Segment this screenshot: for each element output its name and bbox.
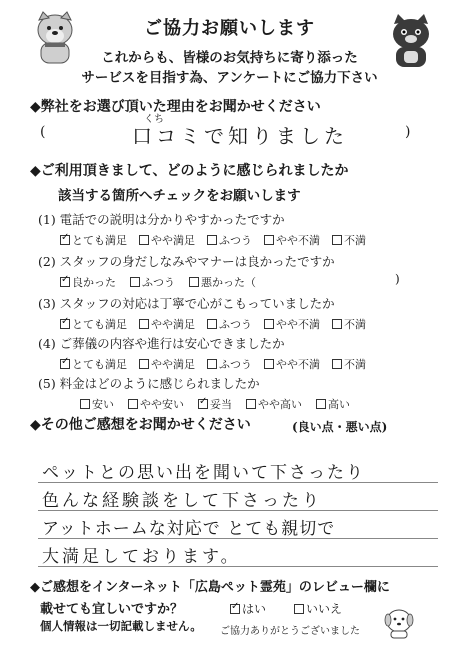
comment-line-3[interactable]: アットホームな対応で とても親切で [42,519,336,539]
q2-option-1[interactable]: ✓ 良かった [60,274,116,290]
q4-option-5[interactable]: 不満 [332,356,366,372]
checked-box-icon[interactable] [60,319,70,329]
checked-box-icon[interactable] [230,604,240,614]
checkbox-icon[interactable] [80,399,90,409]
satisfaction-subheading: 該当する箇所へチェックをお願いします [58,188,301,204]
checked-box-icon[interactable] [60,277,70,287]
permission-no[interactable]: いいえ [294,600,342,617]
q1-option-2[interactable]: やや満足 [139,232,195,248]
comment-line-4[interactable]: 大満足しております。 [42,547,241,567]
checkbox-icon[interactable] [139,359,149,369]
checked-box-icon[interactable] [60,359,70,369]
q1-option-5[interactable]: 不満 [332,232,366,248]
q3-option-2[interactable]: やや満足 [139,316,195,332]
q4-option-3[interactable]: ふつう [207,356,252,372]
checkbox-icon[interactable] [189,277,199,287]
question-3-options [60,316,366,332]
q3-option-5[interactable]: 不満 [332,316,366,332]
q5-option-2[interactable]: やや安い [128,396,184,412]
comments-heading-note: (良い点・悪い点) [292,420,388,434]
satisfaction-heading: ◆ご利用頂きまして、どのように感じられましたか [30,163,349,179]
reason-paren-close: ) [405,124,411,140]
question-3-label: (3) スタッフの対応は丁寧で心がこもっていましたか [38,296,335,311]
checkbox-icon[interactable] [332,359,342,369]
intro-line-1: これからも、皆様のお気持ちに寄り添った [101,50,358,66]
thanks-note: ご協力ありがとうございました [220,626,360,637]
reason-answer-ruby: くち [144,114,164,125]
q2-option-2[interactable]: ふつう [130,274,175,290]
checkbox-icon[interactable] [207,319,217,329]
question-1-label: (1) 電話での説明は分かりやすかったですか [38,212,285,227]
checkbox-icon[interactable] [294,604,304,614]
comment-line-2[interactable]: 色んな経験談をして下さったり [42,491,322,511]
question-4-options [60,356,366,372]
permission-options [230,600,342,617]
reason-heading: ◆弊社をお選び頂いた理由をお聞かせください [30,99,321,115]
q2-option-3[interactable]: 悪かった（ [189,274,256,290]
question-5-label: (5) 料金はどのように感じられましたか [38,376,260,391]
q1-option-4[interactable]: やや不満 [264,232,320,248]
q4-option-1[interactable]: ✓ とても満足 [60,356,127,372]
q3-option-4[interactable]: やや不満 [264,316,320,332]
question-4-label: (4) ご葬儀の内容や進行は安心できましたか [38,336,285,351]
q4-option-4[interactable]: やや不満 [264,356,320,372]
checkbox-icon[interactable] [130,277,140,287]
question-2-options [60,274,256,290]
q5-option-1[interactable]: 安い [80,396,114,412]
q5-option-5[interactable]: 高い [316,396,350,412]
checked-box-icon[interactable] [198,399,208,409]
question-1-options [60,232,366,248]
q5-option-3[interactable]: ✓ 妥当 [198,396,232,412]
permission-question: 載せても宜しいですか？ [40,602,184,617]
q2-close-paren: ) [395,272,400,286]
checkbox-icon[interactable] [207,359,217,369]
checkbox-icon[interactable] [139,319,149,329]
checkbox-icon[interactable] [264,359,274,369]
checkbox-icon[interactable] [207,235,217,245]
checkbox-icon[interactable] [264,235,274,245]
privacy-note: 個人情報は一切記載しません。 [40,619,202,633]
checkbox-icon[interactable] [264,319,274,329]
reason-paren-open: ( [40,124,46,140]
permission-heading: ◆ご感想をインターネット「広島ペット霊苑」のレビュー欄に [30,580,390,595]
checkbox-icon[interactable] [246,399,256,409]
comment-line-1[interactable]: ペットとの思い出を聞いて下さったり [42,463,365,483]
checkbox-icon[interactable] [332,319,342,329]
checkbox-icon[interactable] [316,399,326,409]
q5-option-4[interactable]: やや高い [246,396,302,412]
checkbox-icon[interactable] [139,235,149,245]
comments-heading: ◆その他ご感想をお聞かせください [30,417,251,433]
dog-footer-icon [382,606,416,640]
permission-yes[interactable]: ✓ はい [230,600,266,617]
question-2-label: (2) スタッフの身だしなみやマナーは良かったですか [38,254,335,269]
checked-box-icon[interactable] [60,235,70,245]
q1-option-3[interactable]: ふつう [207,232,252,248]
intro-line-2: サービスを目指す為、アンケートにご協力下さい [81,70,378,86]
checkbox-icon[interactable] [128,399,138,409]
reason-answer[interactable]: 口コミで知りました [132,124,348,148]
checkbox-icon[interactable] [332,235,342,245]
page-title: ご協力お願いします [144,18,315,39]
q3-option-3[interactable]: ふつう [207,316,252,332]
question-5-options [80,396,350,412]
q4-option-2[interactable]: やや満足 [139,356,195,372]
q1-option-1[interactable]: ✓ とても満足 [60,232,127,248]
q3-option-1[interactable]: ✓ とても満足 [60,316,127,332]
